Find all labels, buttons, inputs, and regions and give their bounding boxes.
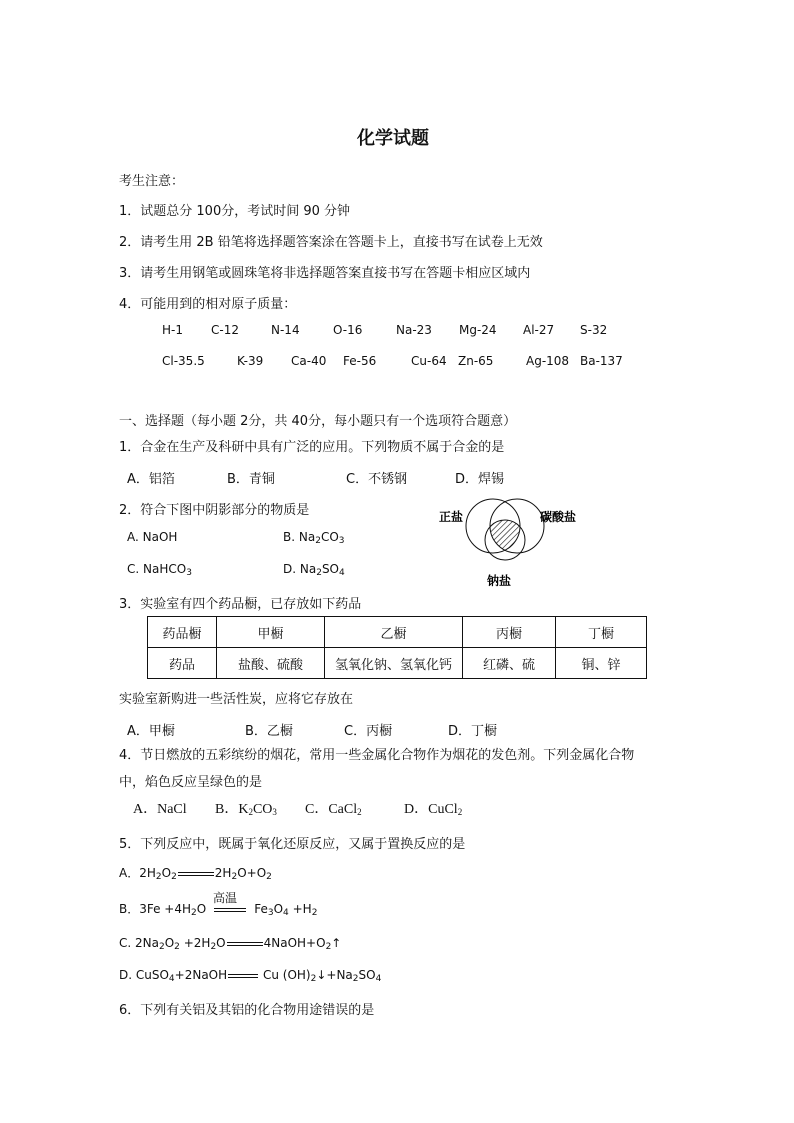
venn-diagram [430, 496, 620, 592]
table-header-cell: 丁橱 [556, 617, 647, 648]
q3-stem: 3．实验室有四个药品橱，已存放如下药品 [119, 597, 362, 612]
cabinet-table [147, 616, 647, 679]
q5-b-condition: 高温 [213, 891, 238, 905]
table-row [148, 648, 647, 679]
mass-fe: Fe-56 [343, 354, 377, 368]
q4-option-d: D．CuCl$_2$ [404, 802, 463, 817]
q3-option-b: B．乙橱 [245, 724, 293, 739]
notice-item-2: 2．请考生用 2B 铅笔将选择题答案涂在答题卡上，直接书写在试卷上无效 [119, 235, 543, 250]
table-header-row [148, 617, 647, 648]
table-header-cell: 乙橱 [325, 617, 463, 648]
table-cell: 药品 [148, 648, 217, 679]
q3-option-c: C．丙橱 [344, 724, 393, 739]
q4-option-b: B．$K_2CO_3$ [215, 802, 277, 817]
table-header-cell: 丙橱 [463, 617, 556, 648]
equals-sign [228, 971, 258, 981]
q4-stem-line1: 4．节日燃放的五彩缤纷的烟花，常用一些金属化合物作为烟花的发色剂。下列金属化合物 [119, 748, 635, 763]
q2-stem: 2．符合下图中阴影部分的物质是 [119, 503, 310, 518]
q4-option-c: C．CaCl$_2$ [305, 802, 362, 817]
q1-option-b: B．青铜 [227, 472, 275, 487]
page-title: 化学试题 [357, 128, 429, 149]
table-header-cell: 甲橱 [217, 617, 325, 648]
notice-item-3: 3．请考生用钢笔或圆珠笔将非选择题答案直接书写在答题卡相应区域内 [119, 266, 531, 281]
q3-option-a: A．甲橱 [127, 724, 175, 739]
mass-al: Al-27 [523, 323, 555, 337]
table-header-cell: 药品橱 [148, 617, 217, 648]
mass-na: Na-23 [396, 323, 432, 337]
mass-ca: Ca-40 [291, 354, 327, 368]
venn-label-bottom: 钠盐 [487, 574, 512, 588]
q3-followup: 实验室新购进一些活性炭，应将它存放在 [119, 692, 354, 707]
q5-option-b: B．$3Fe +4H_2O$ $Fe_3O_4 +H_2$ [119, 902, 318, 918]
mass-s: S-32 [580, 323, 608, 337]
q4-stem-line2: 中，焰色反应呈绿色的是 [119, 775, 263, 790]
mass-n: N-14 [271, 323, 300, 337]
mass-zn: Zn-65 [458, 354, 494, 368]
q2-option-c: C. NaHCO$_3$ [127, 562, 192, 578]
notice-heading: 考生注意： [119, 174, 185, 189]
equals-sign [178, 869, 214, 879]
q1-stem: 1．合金在生产及科研中具有广泛的应用。下列物质不属于合金的是 [119, 440, 505, 455]
table-cell: 氢氧化钠、氢氧化钙 [325, 648, 463, 679]
q5-stem: 5．下列反应中，既属于氧化还原反应，又属于置换反应的是 [119, 837, 466, 852]
q5-option-d: D. CuSO$_4$+2NaOH Cu $(OH)_2↓+Na_2SO_4$ [119, 968, 382, 984]
q5-option-c: C. $2Na_2O_2 +2H_2O$ $4NaOH+O_2↑$ [119, 936, 342, 952]
q5-option-a: A．$2H_2O_2$ $2H_2O+O_2$ [119, 866, 272, 882]
q1-option-d: D．焊锡 [455, 472, 505, 487]
q2-option-d: D. $Na_2SO_4$ [283, 562, 345, 578]
section-heading: 一、选择题（每小题 2分，共 40分，每小题只有一个选项符合题意） [119, 414, 517, 429]
q2-option-b: B. $Na_2CO_3$ [283, 530, 345, 546]
q1-option-a: A．铝箔 [127, 472, 175, 487]
notice-item-1: 1．试题总分 100分，考试时间 90 分钟 [119, 204, 351, 219]
mass-h: H-1 [162, 323, 183, 337]
venn-label-left: 正盐 [439, 510, 464, 524]
notice-item-4: 4．可能用到的相对原子质量： [119, 297, 297, 312]
equals-sign [227, 939, 263, 949]
mass-cl: Cl-35.5 [162, 354, 205, 368]
q6-stem: 6．下列有关铝及其铝的化合物用途错误的是 [119, 1003, 375, 1018]
mass-mg: Mg-24 [459, 323, 497, 337]
q1-option-c: C．不锈钢 [346, 472, 408, 487]
venn-label-right: 碳酸盐 [540, 510, 577, 524]
mass-ag: Ag-108 [526, 354, 570, 368]
q3-option-d: D．丁橱 [448, 724, 498, 739]
table-cell: 铜、锌 [556, 648, 647, 679]
equals-sign [214, 905, 246, 915]
table-cell: 红磷、硫 [463, 648, 556, 679]
q2-option-a: A. NaOH [127, 530, 178, 544]
mass-o: O-16 [333, 323, 363, 337]
q4-option-a: A．NaCl [133, 802, 187, 817]
table-cell: 盐酸、硫酸 [217, 648, 325, 679]
mass-c: C-12 [211, 323, 239, 337]
mass-k: K-39 [237, 354, 264, 368]
mass-cu: Cu-64 [411, 354, 447, 368]
mass-ba: Ba-137 [580, 354, 623, 368]
